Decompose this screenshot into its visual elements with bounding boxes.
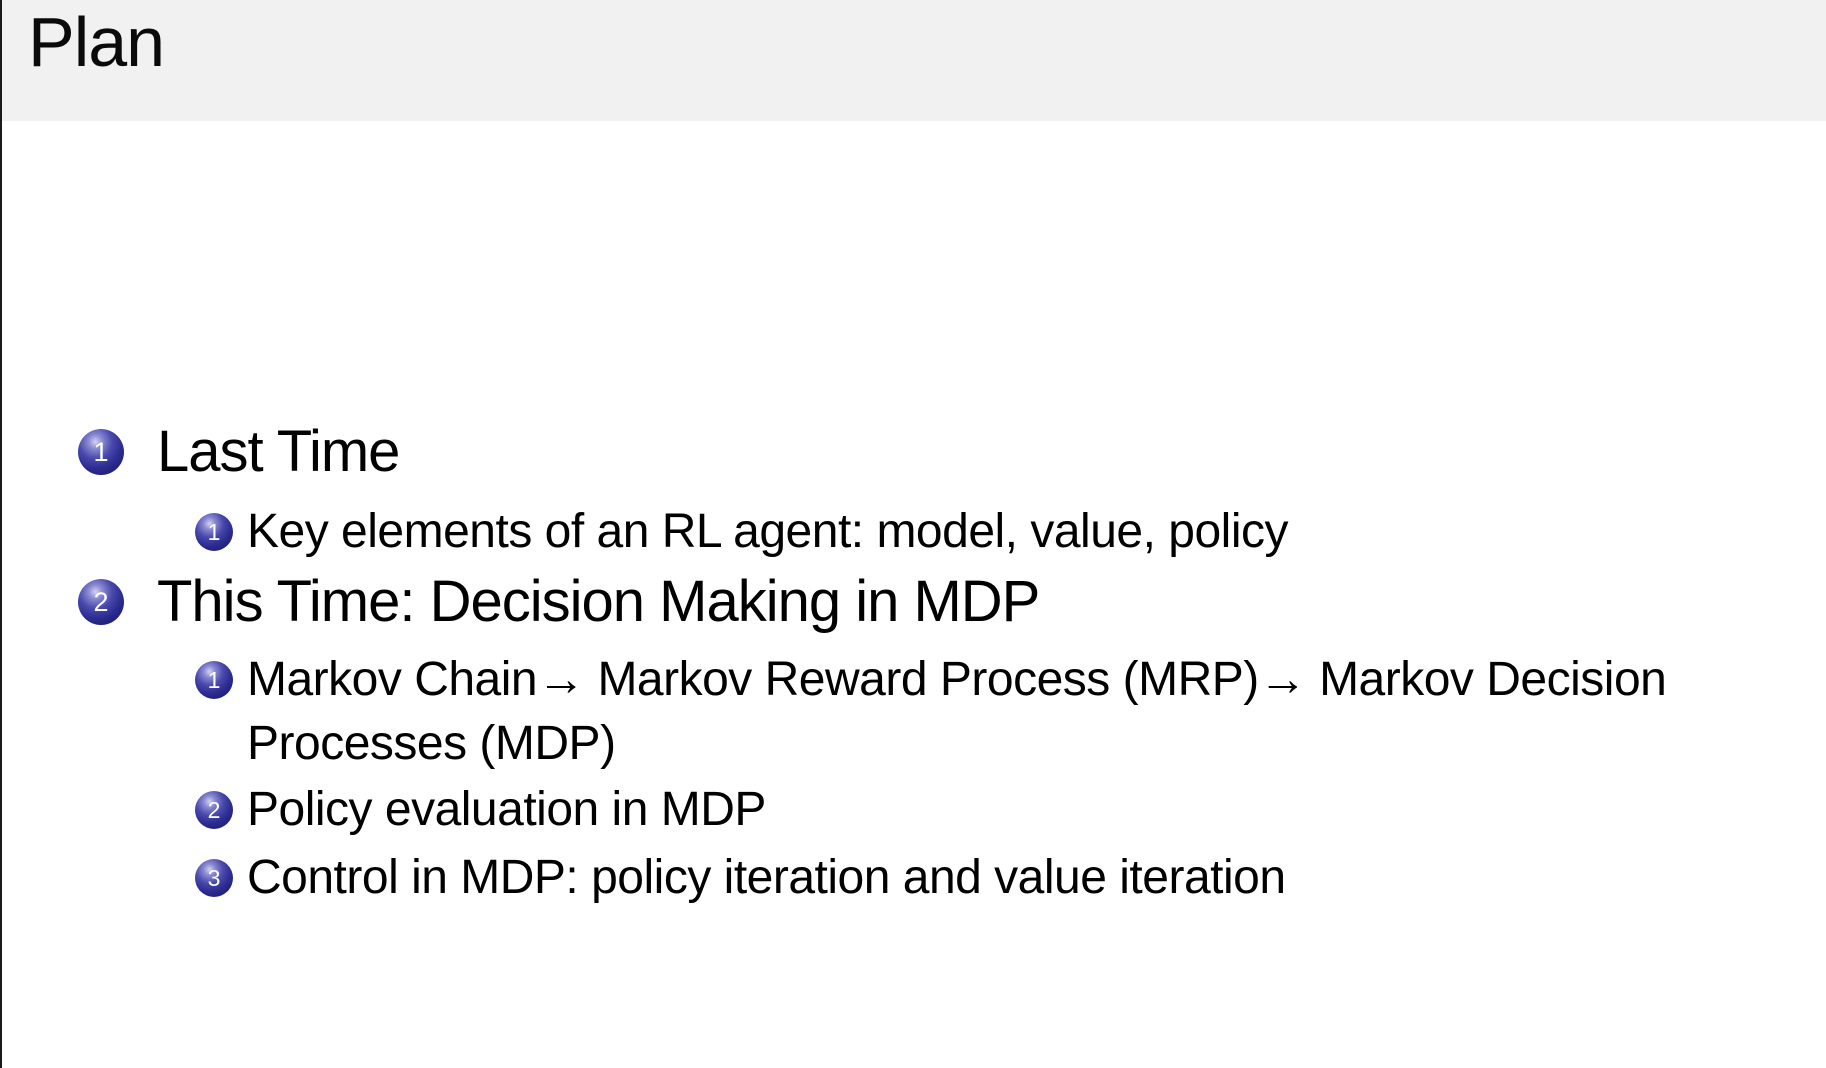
outline-subitem-label (247, 500, 1288, 564)
outline-subitem-label (247, 778, 766, 842)
subitem-text-line: Policy evaluation in MDP (247, 783, 766, 836)
slide-title: Plan (28, 3, 165, 81)
outline-subitem-markov-chain (195, 648, 1766, 776)
outline-subitem-label (247, 846, 1286, 910)
outline-subitem-label (247, 648, 1666, 776)
outline-item-this-time (78, 566, 1766, 638)
item-number-ball-icon: 1 (78, 429, 124, 475)
outline-item-last-time (78, 416, 1766, 488)
window-left-border (0, 0, 2, 1068)
subitem-text-line: Control in MDP: policy iteration and value iteration (247, 851, 1286, 904)
subitem-text-line: Processes (MDP) (247, 717, 616, 770)
outline-subitem-control (195, 846, 1766, 910)
subitem-number-ball-icon: 2 (195, 791, 233, 829)
frametitle-bar (0, 0, 1826, 121)
outline-subitem-key-elements (195, 500, 1766, 564)
subitem-number-ball-icon: 1 (195, 513, 233, 551)
outline-subitem-policy-evaluation (195, 778, 1766, 842)
slide-body (0, 121, 1826, 910)
subitem-number-ball-icon: 3 (195, 859, 233, 897)
subitem-text-line: Markov Chain→ Markov Reward Process (MRP)→ Markov Decision (247, 653, 1667, 706)
subitem-number-ball-icon: 1 (195, 661, 233, 699)
subitem-text-line: Key elements of an RL agent: model, value, policy (247, 505, 1288, 558)
outline-item-label: This Time: Decision Making in MDP (157, 569, 1040, 634)
outline-item-label: Last Time (157, 419, 400, 484)
item-number-ball-icon: 2 (78, 579, 124, 625)
